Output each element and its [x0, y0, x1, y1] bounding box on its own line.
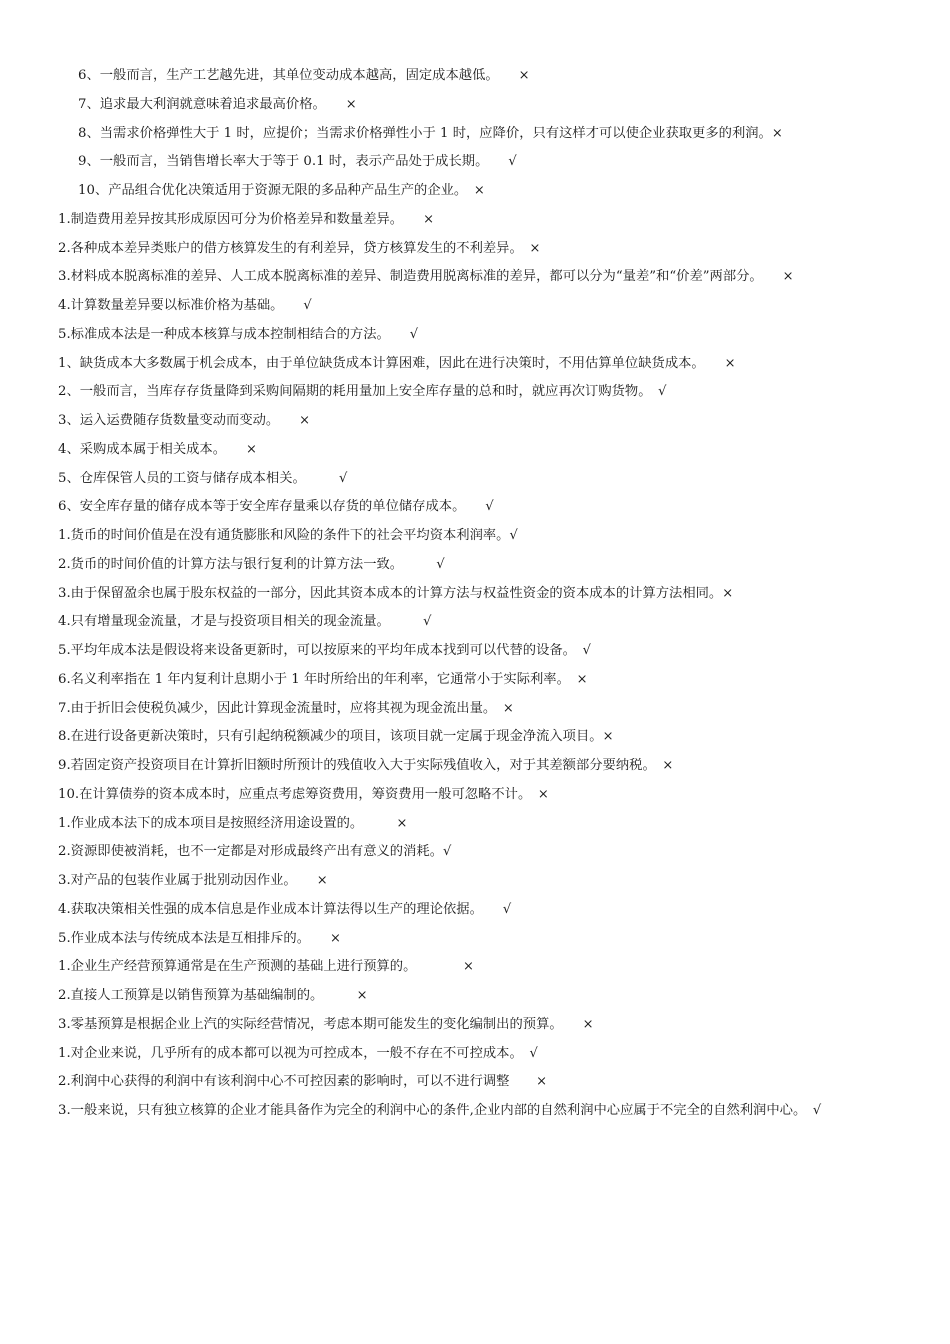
statement-gap	[492, 68, 519, 83]
statement-text: 4、采购成本属于相关成本。	[58, 441, 220, 457]
check-mark-icon: √	[436, 556, 445, 572]
statement-text: 1.对企业来说，几乎所有的成本都可以视为可控成本，一般不存在不可控成本。	[58, 1045, 517, 1061]
statement-text: 2.资源即使被消耗，也不一定都是对形成最终产出有意义的消耗。	[58, 844, 443, 860]
statement-gap	[800, 1103, 813, 1118]
statement-text: 3、运入运费随存货数量变动而变动。	[58, 413, 273, 428]
check-mark-icon: √	[485, 499, 494, 515]
statement-text: 6、一般而言，生产工艺越先进，其单位变动成本越高，固定成本越低。	[78, 68, 493, 83]
statement-row	[0, 1097, 950, 1126]
statement-row	[0, 695, 950, 724]
statement-gap	[290, 873, 317, 888]
cross-mark-icon: ×	[602, 729, 614, 745]
statement-row	[0, 896, 950, 925]
statement-text: 2.各种成本差异类账户的借方核算发生的有利差异，贷方核算发生的不利差异。	[58, 240, 517, 256]
cross-mark-icon: ×	[518, 68, 530, 83]
check-mark-icon: √	[443, 844, 452, 860]
statement-gap	[277, 298, 304, 313]
statement-list	[0, 62, 950, 1126]
cross-mark-icon: ×	[582, 1016, 594, 1032]
statement-row	[0, 263, 950, 292]
statement-gap	[319, 97, 346, 112]
statement-row	[0, 1011, 950, 1040]
statement-text: 10、产品组合优化决策适用于资源无限的多品种产品生产的企业。	[78, 183, 461, 198]
statement-text: 2.直接人工预算是以销售预算为基础编制的。	[58, 988, 317, 1003]
cross-mark-icon: ×	[782, 269, 794, 285]
statement-gap	[396, 557, 436, 572]
statement-gap	[649, 758, 662, 773]
check-mark-icon: √	[423, 614, 432, 630]
statement-text: 2.利润中心获得的利润中有该利润中心不可控因素的影响时，可以不进行调整	[58, 1074, 510, 1090]
cross-mark-icon: ×	[529, 240, 541, 256]
check-mark-icon: √	[409, 326, 419, 342]
statement-gap	[569, 643, 582, 658]
statement-text: 1.制造费用差异按其形成原因可分为价格差异和数量差异。	[58, 211, 397, 227]
statement-row	[0, 522, 950, 551]
statement-text: 1.作业成本法下的成本项目是按照经济用途设置的。	[58, 815, 357, 831]
statement-row	[0, 235, 950, 264]
statement-text: 6、安全库存量的储存成本等于安全库存量乘以存货的单位储存成本。	[58, 499, 459, 515]
statement-text: 4.计算数量差异要以标准价格为基础。	[58, 298, 277, 313]
statement-gap	[698, 356, 725, 371]
statement-row	[0, 350, 950, 379]
statement-row	[0, 177, 950, 206]
statement-row	[0, 493, 950, 522]
statement-row	[0, 867, 950, 896]
statement-text: 1、缺货成本大多数属于机会成本，由于单位缺货成本计算困难，因此在进行决策时，不用估算单位缺货成本。	[58, 355, 699, 371]
cross-mark-icon: ×	[299, 413, 311, 428]
statement-row	[0, 1040, 950, 1069]
statement-text: 5.标准成本法是一种成本核算与成本控制相结合的方法。	[58, 326, 384, 342]
statement-row	[0, 407, 950, 436]
statement-gap	[317, 988, 357, 1003]
cross-mark-icon: ×	[423, 211, 434, 227]
statement-row	[0, 292, 950, 321]
statement-gap	[273, 413, 300, 428]
statement-gap	[525, 787, 538, 802]
cross-mark-icon: ×	[473, 183, 485, 198]
statement-text: 6.名义利率指在 1 年内复利计息期小于 1 年时所给出的年利率，它通常小于实际利率。	[58, 671, 564, 687]
statement-row	[0, 62, 950, 91]
statement-row	[0, 1068, 950, 1097]
cross-mark-icon: ×	[536, 1074, 547, 1090]
statement-row	[0, 378, 950, 407]
statement-row	[0, 551, 950, 580]
statement-row	[0, 810, 950, 839]
statement-text: 3.材料成本脱离标准的差异、人工成本脱离标准的差异、制造费用脱离标准的差异，都可以分为“量差”和“价差”两部分。	[58, 269, 757, 285]
statement-gap	[303, 931, 330, 946]
statement-gap	[357, 816, 397, 831]
statement-text: 8.在进行设备更新决策时，只有引起纳税额减少的项目，该项目就一定属于现金净流入项目。	[58, 729, 603, 745]
check-mark-icon: √	[529, 1045, 538, 1061]
statement-gap	[410, 959, 463, 974]
statement-gap	[509, 1074, 536, 1089]
statement-text: 7.由于折旧会使税负减少，因此计算现金流量时，应将其视为现金流出量。	[58, 700, 490, 716]
statement-text: 8、当需求价格弹性大于 1 时，应提价；当需求价格弹性小于 1 时，应降价，只有这样才可以使企业获取更多的利润。	[78, 125, 772, 141]
statement-row	[0, 666, 950, 695]
check-mark-icon: √	[339, 470, 348, 486]
statement-row	[0, 206, 950, 235]
statement-row	[0, 465, 950, 494]
cross-mark-icon: ×	[329, 930, 341, 946]
statement-gap	[299, 471, 339, 486]
check-mark-icon: √	[812, 1103, 822, 1118]
statement-gap	[461, 183, 474, 198]
cross-mark-icon: ×	[662, 758, 674, 773]
statement-row	[0, 752, 950, 781]
statement-text: 2.货币的时间价值的计算方法与银行复利的计算方法一致。	[58, 556, 397, 572]
statement-row	[0, 925, 950, 954]
statement-row	[0, 953, 950, 982]
cross-mark-icon: ×	[345, 96, 357, 112]
statement-row	[0, 436, 950, 465]
statement-text: 1.企业生产经营预算通常是在生产预测的基础上进行预算的。	[58, 959, 410, 975]
statement-text: 3.一般来说，只有独立核算的企业才能具备作为完全的利润中心的条件,企业内部的自然利润中心应属于不完全的自然利润中心。	[58, 1103, 800, 1118]
check-mark-icon: √	[658, 384, 667, 400]
statement-row	[0, 982, 950, 1011]
statement-gap	[219, 442, 246, 457]
statement-gap	[516, 241, 529, 256]
statement-row	[0, 637, 950, 666]
statement-row	[0, 321, 950, 350]
statement-text: 5、仓库保管人员的工资与储存成本相关。	[58, 470, 300, 486]
check-mark-icon: √	[303, 298, 312, 313]
statement-row	[0, 838, 950, 867]
check-mark-icon: √	[508, 154, 517, 170]
cross-mark-icon: ×	[502, 700, 514, 716]
statement-text: 9、一般而言，当销售增长率大于等于 0.1 时，表示产品处于成长期。	[78, 154, 482, 170]
statement-gap	[490, 701, 503, 716]
statement-row	[0, 148, 950, 177]
statement-gap	[563, 672, 576, 687]
statement-text: 9.若固定资产投资项目在计算折旧额时所预计的残值收入大于实际残值收入，对于其差额部分要纳税。	[58, 758, 650, 773]
statement-text: 5.平均年成本法是假设将来设备更新时，可以按原来的平均年成本找到可以代替的设备。	[58, 643, 570, 658]
statement-gap	[396, 212, 423, 227]
statement-row	[0, 580, 950, 609]
cross-mark-icon: ×	[396, 815, 408, 831]
cross-mark-icon: ×	[722, 585, 734, 601]
statement-gap	[383, 614, 423, 629]
statement-gap	[383, 327, 410, 342]
statement-row	[0, 91, 950, 120]
statement-gap	[482, 154, 509, 169]
statement-text: 1.货币的时间价值是在没有通货膨胀和风险的条件下的社会平均资本利润率。	[58, 528, 510, 543]
cross-mark-icon: ×	[537, 786, 549, 802]
statement-gap	[556, 1017, 583, 1032]
statement-text: 5.作业成本法与传统成本法是互相排斥的。	[58, 930, 304, 946]
cross-mark-icon: ×	[462, 959, 474, 975]
statement-row	[0, 608, 950, 637]
cross-mark-icon: ×	[316, 873, 328, 888]
statement-text: 4.获取决策相关性强的成本信息是作业成本计算法得以生产的理论依据。	[58, 901, 477, 917]
statement-row	[0, 781, 950, 810]
statement-text: 10.在计算债券的资本成本时，应重点考虑筹资费用，筹资费用一般可忽略不计。	[58, 786, 525, 802]
check-mark-icon: √	[502, 901, 512, 917]
statement-text: 3.对产品的包装作业属于批别动因作业。	[58, 873, 291, 888]
cross-mark-icon: ×	[245, 441, 257, 457]
statement-text: 3.由于保留盈余也属于股东权益的一部分，因此其资本成本的计算方法与权益性资金的资本成本的计算方法相同。	[58, 585, 723, 601]
statement-row	[0, 723, 950, 752]
statement-row	[0, 120, 950, 149]
statement-gap	[476, 902, 503, 917]
statement-text: 2、一般而言，当库存存货量降到采购间隔期的耗用量加上安全库存量的总和时，就应再次订购货物。	[58, 384, 645, 400]
statement-text: 4.只有增量现金流量，才是与投资项目相关的现金流量。	[58, 614, 384, 630]
statement-gap	[459, 499, 486, 514]
cross-mark-icon: ×	[576, 671, 588, 687]
statement-text: 3.零基预算是根据企业上汽的实际经营情况，考虑本期可能发生的变化编制出的预算。	[58, 1016, 557, 1032]
cross-mark-icon: ×	[771, 125, 783, 141]
cross-mark-icon: ×	[724, 355, 736, 371]
statement-gap	[645, 384, 658, 399]
statement-gap	[756, 269, 783, 284]
check-mark-icon: √	[509, 528, 518, 543]
cross-mark-icon: ×	[356, 988, 368, 1003]
statement-text: 7、追求最大利润就意味着追求最高价格。	[78, 96, 320, 112]
check-mark-icon: √	[582, 643, 591, 658]
statement-gap	[516, 1046, 529, 1061]
